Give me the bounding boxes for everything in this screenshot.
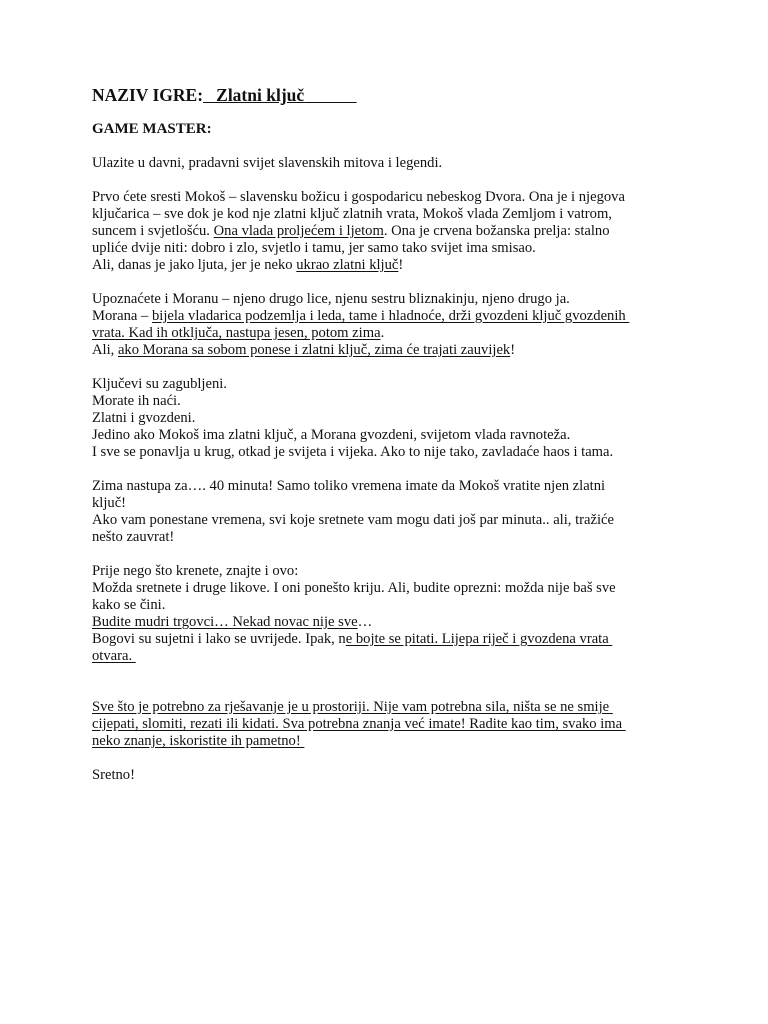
before-line-4 bbox=[92, 614, 672, 631]
morana-line-4 bbox=[92, 342, 672, 359]
morana-line-2-text: Morana – bbox=[92, 308, 152, 324]
time-paragraph bbox=[92, 478, 672, 546]
rules-line-2-underlined: cijepati, slomiti, rezati ili kidati. Sva potrebna znanja već imate! Radite kao tim, svako ima bbox=[92, 716, 626, 732]
time-line-1: Zima nastupa za…. 40 minuta! Samo toliko vremena imate da Mokoš vratite njen zlatni bbox=[92, 478, 606, 494]
game-master-heading: GAME MASTER: bbox=[92, 121, 212, 137]
intro-paragraph bbox=[92, 155, 672, 172]
rules-line-2 bbox=[92, 716, 672, 733]
before-line-5-underlined: e bojte se pitati. Lijepa riječ i gvozdena vrata bbox=[345, 631, 613, 647]
before-line-1: Prije nego što krenete, znajte i ovo: bbox=[92, 563, 299, 579]
game-title-label: NAZIV IGRE: bbox=[92, 85, 204, 105]
spacer bbox=[92, 682, 672, 699]
morana-line-2 bbox=[92, 308, 672, 325]
mokos-line-3-underlined: Ona vlada proljećem i ljetom bbox=[213, 223, 384, 239]
game-title bbox=[92, 84, 672, 106]
keys-line-4: Jedino ako Mokoš ima zlatni ključ, a Morana gvozdeni, svijetom vlada ravnoteža. bbox=[92, 427, 571, 443]
mokos-line-5-underlined: ukrao zlatni ključ bbox=[296, 257, 399, 273]
keys-line-5: I sve se ponavlja u krug, otkad je svijeta i vijeka. Ako to nije tako, zavladaće haos i tama. bbox=[92, 444, 614, 460]
mokos-line-2: ključarica – sve dok je kod nje zlatni ključ zlatnih vrata, Mokoš vlada Zemljom i vatrom, bbox=[92, 206, 612, 222]
mokos-line-3-rest: . Ona je crvena božanska prelja: stalno bbox=[383, 223, 610, 239]
time-line-2: ključ! bbox=[92, 495, 127, 511]
mokos-paragraph bbox=[92, 189, 672, 274]
rules-paragraph bbox=[92, 699, 672, 750]
mokos-line-4: upliće dvije niti: dobro i zlo, svjetlo i tamu, jer samo tako svijet ima smisao. bbox=[92, 240, 536, 256]
closing-line: Sretno! bbox=[92, 767, 135, 783]
morana-line-4-rest: ! bbox=[510, 342, 516, 358]
document-page bbox=[92, 84, 672, 801]
keys-line-1: Ključevi su zagubljeni. bbox=[92, 376, 227, 392]
time-line-4: nešto zauvrat! bbox=[92, 529, 175, 545]
before-line-6-underlined: otvara. bbox=[92, 648, 136, 664]
before-line-6 bbox=[92, 648, 672, 665]
game-title-name: Zlatni ključ bbox=[203, 85, 305, 105]
before-line-5-text: Bogovi su sujetni i lako se uvrijede. Ipak, n bbox=[92, 631, 346, 647]
keys-paragraph bbox=[92, 376, 672, 461]
before-line-5 bbox=[92, 631, 672, 648]
mokos-line-5-text: Ali, danas je jako ljuta, jer je neko bbox=[92, 257, 297, 273]
morana-line-1: Upoznaćete i Moranu – njeno drugo lice, njenu sestru bliznakinju, njeno drugo ja. bbox=[92, 291, 570, 307]
before-line-4-rest: … bbox=[357, 614, 373, 630]
keys-line-3: Zlatni i gvozdeni. bbox=[92, 410, 196, 426]
rules-line-3-underlined: neko znanje, iskoristite ih pametno! bbox=[92, 733, 305, 749]
closing-paragraph bbox=[92, 767, 672, 784]
morana-line-3-underlined: vrata. Kad ih otključa, nastupa jesen, potom zima bbox=[92, 325, 381, 341]
morana-line-3 bbox=[92, 325, 672, 342]
time-line-3: Ako vam ponestane vremena, svi koje sretnete vam mogu dati još par minuta.. ali, tražiće bbox=[92, 512, 614, 528]
before-line-4-underlined: Budite mudri trgovci… Nekad novac nije sve bbox=[92, 614, 358, 630]
mokos-line-3 bbox=[92, 223, 672, 240]
keys-line-2: Morate ih naći. bbox=[92, 393, 181, 409]
before-line-3: kako se čini. bbox=[92, 597, 166, 613]
mokos-line-5 bbox=[92, 257, 672, 274]
morana-line-4-underlined: ako Morana sa sobom ponese i zlatni ključ, zima će trajati zauvijek bbox=[117, 342, 511, 358]
before-paragraph bbox=[92, 563, 672, 665]
before-line-2: Možda sretnete i druge likove. I oni ponešto kriju. Ali, budite oprezni: možda nije baš sve bbox=[92, 580, 616, 596]
rules-line-1-underlined: Sve što je potrebno za rješavanje je u prostoriji. Nije vam potrebna sila, ništa se ne smije bbox=[92, 699, 613, 715]
mokos-line-1: Prvo ćete sresti Mokoš – slavensku božicu i gospodaricu nebeskog Dvora. Ona je i njegova bbox=[92, 189, 625, 205]
intro-line: Ulazite u davni, pradavni svijet slavenskih mitova i legendi. bbox=[92, 155, 443, 171]
morana-line-2-underlined: bijela vladarica podzemlja i leda, tame i hladnoće, drži gvozdeni ključ gvozdenih bbox=[151, 308, 630, 324]
game-title-blank bbox=[304, 85, 357, 105]
mokos-line-3-text: suncem i svjetlošću. bbox=[92, 223, 214, 239]
rules-line-1 bbox=[92, 699, 672, 716]
morana-line-4-text: Ali, bbox=[92, 342, 118, 358]
mokos-line-5-rest: ! bbox=[398, 257, 404, 273]
morana-paragraph bbox=[92, 291, 672, 359]
rules-line-3 bbox=[92, 733, 672, 750]
morana-line-3-rest: . bbox=[380, 325, 385, 341]
